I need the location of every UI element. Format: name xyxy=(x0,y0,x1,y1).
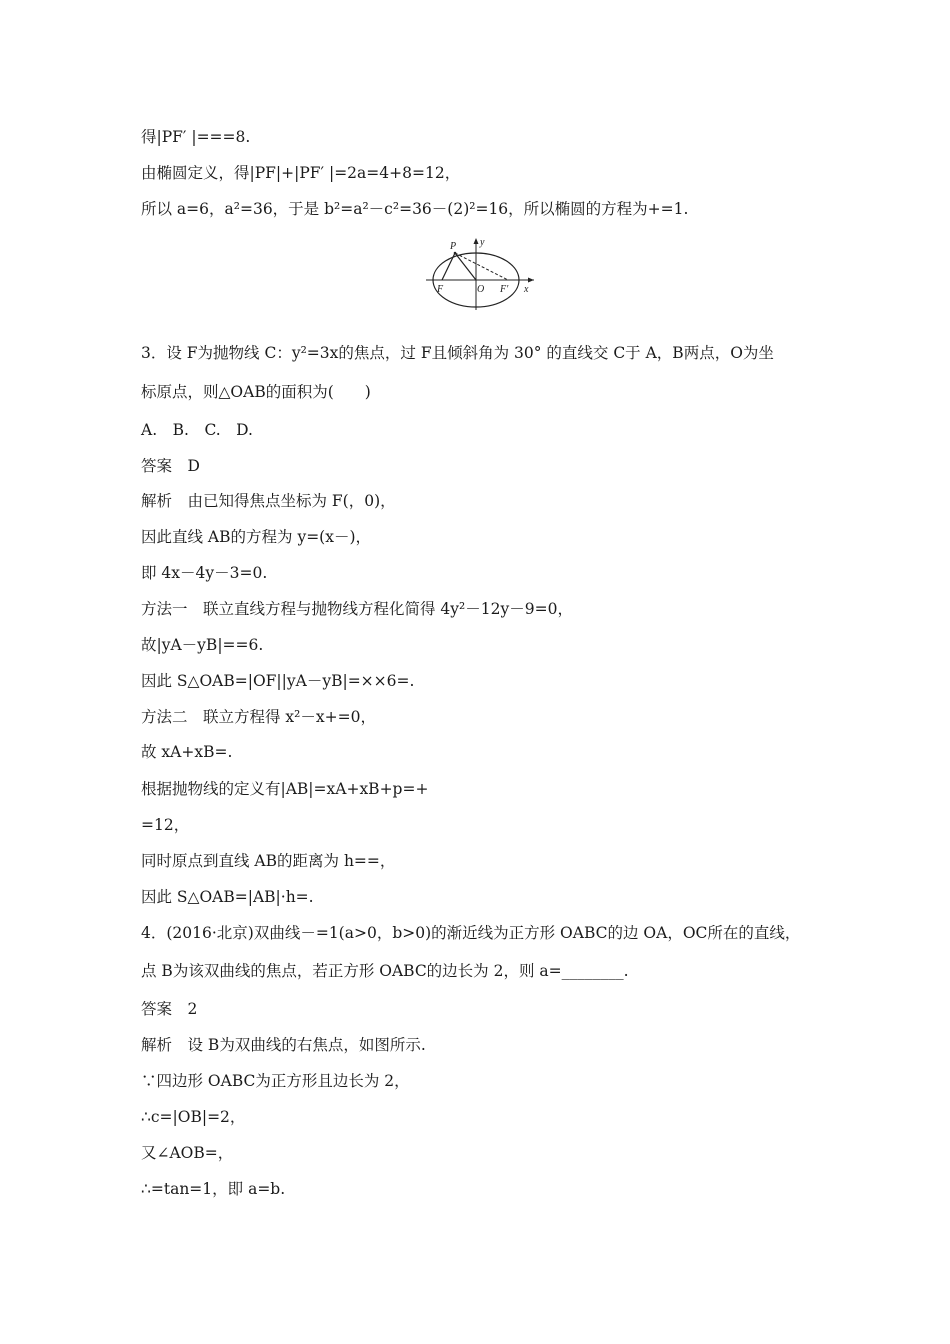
text-line: 方法二 联立方程得 x²－x+=0， xyxy=(141,708,376,726)
text-line: ∴=tan=1，即 a=b. xyxy=(141,1180,286,1198)
text-line: 解析 由已知得焦点坐标为 F(，0)， xyxy=(141,492,396,510)
text-line: 得|PF′ |===8. xyxy=(141,128,251,146)
text-line: 因此 S△OAB=|AB|·h=. xyxy=(141,888,314,906)
figure-label-p: P xyxy=(450,241,457,252)
text-line: 即 4x－4y－3=0. xyxy=(141,564,268,582)
figure-label-y: y xyxy=(480,237,485,248)
ellipse-figure xyxy=(420,234,540,314)
text-line: 根据抛物线的定义有|AB|=xA+xB+p=+ xyxy=(141,780,429,798)
text-line: 方法一 联立直线方程与抛物线方程化简得 4y²－12y－9=0， xyxy=(141,600,573,618)
figure-label-f-prime: F′ xyxy=(500,284,509,295)
figure-label-f: F xyxy=(437,284,444,295)
text-line: 答案 D xyxy=(141,457,200,475)
text-line: =12， xyxy=(141,816,190,834)
text-line: A. B. C. D. xyxy=(141,421,253,439)
text-line: 标原点，则△OAB的面积为( ) xyxy=(141,383,371,401)
text-line: ∵四边形 OABC为正方形且边长为 2， xyxy=(141,1072,410,1090)
text-line: ∴c=|OB|=2， xyxy=(141,1108,246,1126)
text-line: 由椭圆定义，得|PF|+|PF′ |=2a=4+8=12， xyxy=(141,164,461,182)
text-line: 故 xA+xB=. xyxy=(141,743,233,761)
figure-label-o: O xyxy=(477,284,485,295)
text-line: 同时原点到直线 AB的距离为 h==， xyxy=(141,852,396,870)
text-line: 所以 a=6，a²=36，于是 b²=a²－c²=36－(2)²=16，所以椭圆的方程为+=1. xyxy=(141,200,689,218)
text-line: 故|yA－yB|==6. xyxy=(141,636,264,654)
text-line: 又∠AOB=， xyxy=(141,1144,234,1162)
text-line: 因此 S△OAB=|OF||yA－yB|=××6=. xyxy=(141,672,415,690)
text-line: 3．设 F为抛物线 C：y²=3x的焦点，过 F且倾斜角为 30° 的直线交 C于 A，B两点，O为坐 xyxy=(141,344,774,362)
text-line: 因此直线 AB的方程为 y=(x－)， xyxy=(141,528,372,546)
text-line: 点 B为该双曲线的焦点，若正方形 OABC的边长为 2，则 a=________. xyxy=(141,962,629,980)
text-line: 解析 设 B为双曲线的右焦点，如图所示. xyxy=(141,1036,426,1054)
text-line: 4．(2016·北京)双曲线－=1(a>0，b>0)的渐近线为正方形 OABC的边 OA，OC所在的直线， xyxy=(141,924,801,942)
text-line: 答案 2 xyxy=(141,1000,198,1018)
figure-label-x: x xyxy=(524,284,529,295)
